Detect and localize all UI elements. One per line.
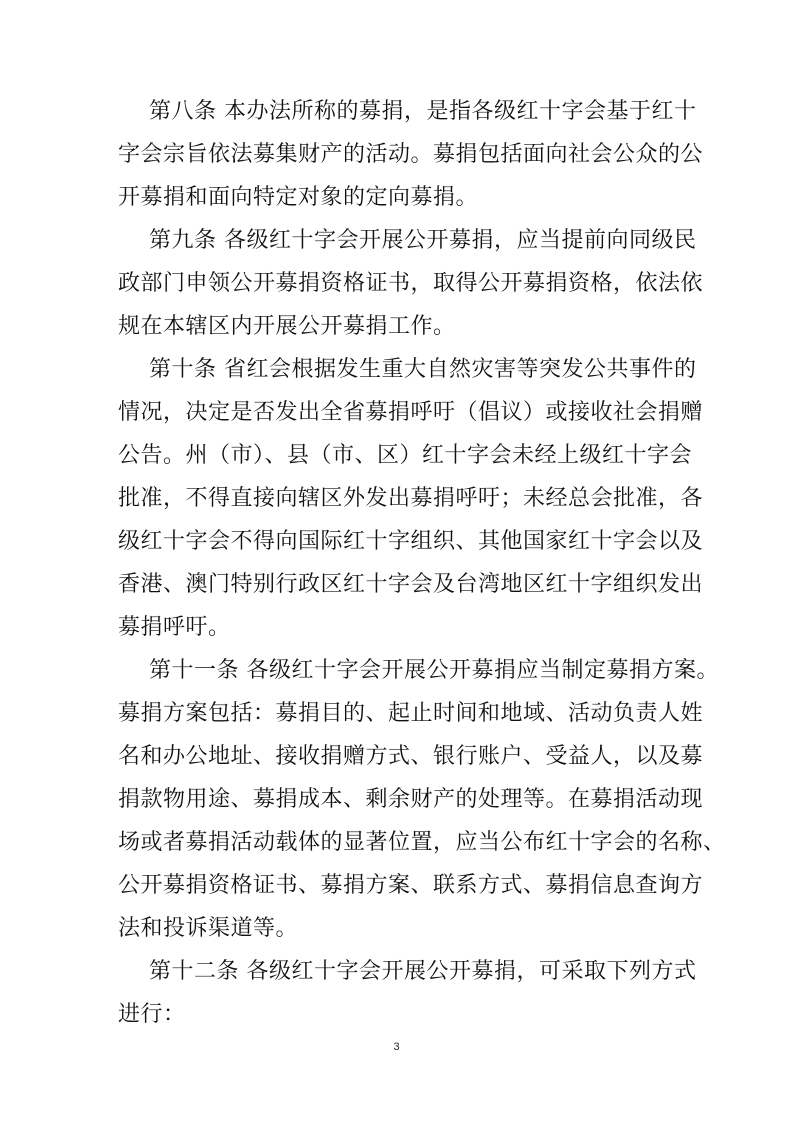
text-line: 募捐方案包括：募捐目的、起止时间和地域、活动负责人姓: [118, 701, 704, 726]
text-line: 开募捐和面向特定对象的定向募捐。: [118, 185, 479, 210]
text-line: 级红十字会不得向国际红十字组织、其他国家红十字会以及: [118, 529, 704, 554]
text-line: 场或者募捐活动载体的显著位置，应当公布红十字会的名称、: [118, 830, 726, 855]
page-number: 3: [393, 1041, 400, 1053]
text-line: 香港、澳门特别行政区红十字会及台湾地区红十字组织发出: [118, 572, 704, 597]
text-line: 公告。州（市）、县（市、区）红十字会未经上级红十字会: [118, 443, 693, 468]
text-line: 名和办公地址、接收捐赠方式、银行账户、受益人，以及募: [118, 744, 704, 769]
text-line: 批准，不得直接向辖区外发出募捐呼吁；未经总会批准，各: [118, 486, 704, 511]
text-line: 第八条 本办法所称的募捐，是指各级红十字会基于红十: [149, 99, 697, 124]
text-line: 第九条 各级红十字会开展公开募捐，应当提前向同级民: [149, 228, 697, 253]
text-line: 规在本辖区内开展公开募捐工作。: [118, 314, 456, 339]
text-line: 字会宗旨依法募集财产的活动。募捐包括面向社会公众的公: [118, 142, 704, 167]
text-line: 政部门申领公开募捐资格证书，取得公开募捐资格，依法依: [118, 271, 704, 296]
text-line: 捐款物用途、募捐成本、剩余财产的处理等。在募捐活动现: [118, 787, 704, 812]
text-line: 情况，决定是否发出全省募捐呼吁（倡议）或接收社会捐赠: [118, 400, 704, 425]
text-line: 第十条 省红会根据发生重大自然灾害等突发公共事件的: [149, 357, 697, 382]
text-line: 进行：: [118, 1002, 186, 1027]
text-line: 募捐呼吁。: [118, 615, 231, 640]
text-line: 法和投诉渠道等。: [118, 916, 299, 941]
text-line: 第十二条 各级红十字会开展公开募捐，可采取下列方式: [149, 959, 697, 984]
text-line: 公开募捐资格证书、募捐方案、联系方式、募捐信息查询方: [118, 873, 704, 898]
text-line: 第十一条 各级红十字会开展公开募捐应当制定募捐方案。: [149, 658, 719, 683]
